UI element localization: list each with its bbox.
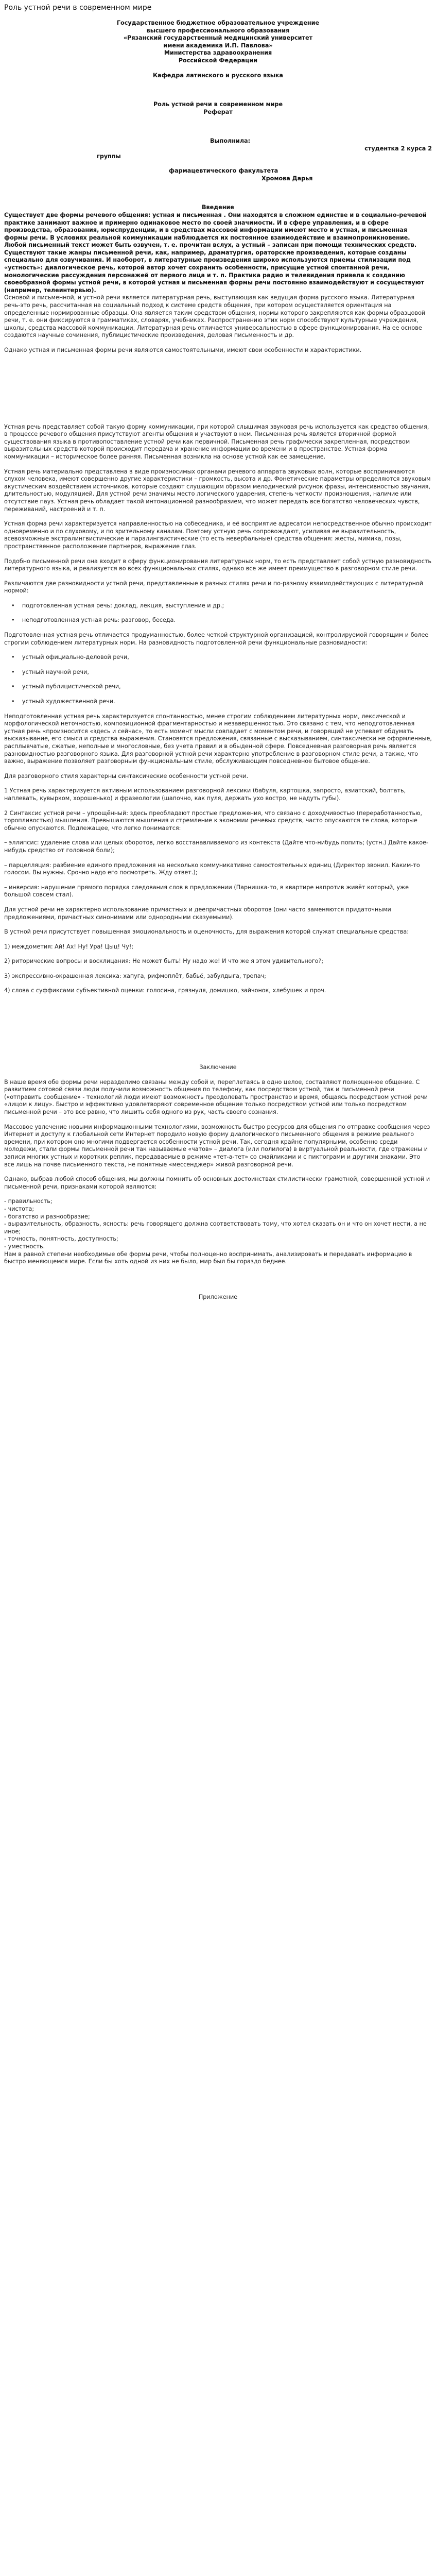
paragraph: Подобно письменной речи она входит в сферу функционирования литературных норм, то есть представляет собой устную разновидность литературного языка, и реализуется во всех функциональных стилях, однако все же имеет преимущество в разговорном стиле речи. bbox=[4, 557, 432, 572]
list-item: • неподготовленная устная речь: разговор, беседа. bbox=[11, 617, 176, 624]
paragraph: Устная речь материально представлена в виде произносимых органами речевого аппарата звуковых волн, которые воспринимаются слухом человека, имеют совершенно другие характеристики – громкость, высота и др. Фонетические параметры определяются звуковым акустическим воздействием источников, которые создают слушающим образом мелодический рисунок фразы, интенсивностью звучания, длительностью, модуляцией. Для устной речи значимы место логического ударения, степень четкости произношения, наличие или отсутствие пауз. Устная речь обладает такой интонационной разнообразием, что может передать все богатство человеческих чувств, переживаний, настроений и т. п. bbox=[4, 468, 431, 513]
performed-label: Выполнила: bbox=[210, 138, 251, 145]
paragraph: Подготовленная устная речь отличается продуманностью, более четкой структурной организацией, контролируемой говорящим и более строгим соблюдением литературных норм. На разновидность подготовленной речи функциональные разновидности: bbox=[4, 632, 429, 646]
org-block bbox=[4, 20, 432, 116]
list-item: - точность, понятность, доступность; bbox=[4, 1235, 118, 1243]
paragraph: 1 Устная речь характеризуется активным использованием разговорной лексики (бабуля, картошка, запросто, азиатский, болтать, наплевать, кувырком, хорошенько) и фразеологии (шапочно, как пуля, держать ухо востро, не надуть губы). bbox=[4, 787, 406, 802]
faculty: фармацевтического факультета bbox=[169, 167, 278, 175]
paragraph: 2 Синтаксис устной речи – упрощённый: здесь преобладают простые предложения, что связано с доходчивостью (переработанностью, торопливостью) мышления. Превышаются мышления и стремление к экономии речевых средств, часто опускаются те слова, которые обычно опускаются. Подлежащее, что легко понимается: bbox=[4, 809, 423, 832]
org-line: Государственное бюджетное образовательное учреждение bbox=[116, 20, 320, 26]
intro-heading: Введение bbox=[202, 204, 234, 211]
paragraph: Массовое увлечение новыми информационными технологиями, возможность быстро ресурсов для общения по отправке сообщения через Интернет и доступу к глобальной сети Интернет породило новую форму диалогического письменного общения в режиме реального времени, при котором оно многими подвергается особенности устной речи. Так, сегодня крайне популярными, особенно среди молодежи, стали формы письменной речи так называемые «чатов» – диалога (или полилога) в виртуальной реальности, где отражены и записи многих устных и коротких реплик, передаваемые в режиме «тет-а-тет» со смайликами и с пиктограмм и другими знаками. Это все лишь на почве письменного текста, не понятные «мессенджер» живой разговорной речи. bbox=[4, 1123, 430, 1168]
paragraph: Нам в равной степени необходимые обе формы речи, чтобы полноценно воспринимать, анализировать и передавать информацию в быстро меняющемся мире. Если бы хоть одной из них не было, мир был бы гораздо беднее. bbox=[4, 1250, 412, 1265]
paragraph: 4) слова с суффиксами субъективной оценки: голосина, грязнуля, домишко, зайчонок, хлебушек и проч. bbox=[4, 987, 326, 994]
list-item: - правильность; bbox=[4, 1198, 53, 1205]
list-item: • устный публицистической речи, bbox=[11, 683, 121, 690]
paragraph: В устной речи присутствует повышенная эмоциональность и оценочность, для выражения которой служат специальные средства: bbox=[4, 928, 409, 936]
group-label: группы bbox=[97, 152, 121, 160]
paragraph: Для разговорного стиля характерны синтаксические особенности устной речи. bbox=[4, 772, 249, 779]
page-title: Роль устной речи в современном мире bbox=[4, 4, 152, 12]
list-item: • подготовленная устная речь: доклад, лекция, выступление и др.; bbox=[11, 602, 224, 609]
paragraph: 2) риторические вопросы и восклицания: Не может быть! Ну надо же! И что же я этом удивительного?; bbox=[4, 958, 324, 965]
paragraph: Неподготовленная устная речь характеризуется спонтанностью, менее строгим соблюдением литературных норм, лексической и морфологической неточностью, композиционной фрагментарностью и незавершенностью. Это связано с тем, что неподготовленная устная речь «произносится «здесь и сейчас», то есть момент мысли совпадает с моментом речи, и говорящий не успевает обдумать высказывание, его смысл и средства выражения. Становятся предложения, связанные с высказыванием, синтаксически не оформленные, расплывчатые, сжатые, неполные и многословные, без учета правил и в обыденной сфере. Повседневная разговорная речь является разновидностью разговорного языка. Для разговорной устной речи характерно употребление в разговорном стиле речи, а также, что важно, выражение позволяет разговорным функциональным стиле, обслуживающим повседневное бытовое общение. bbox=[4, 713, 432, 765]
list-item: - чистота; bbox=[4, 1205, 34, 1212]
paragraph: Различаются две разновидности устной речи, представленные в разных стилях речи и по-разному взаимодействующих с литературной нормой: bbox=[4, 580, 424, 595]
org-line: Российской Федерации bbox=[178, 57, 258, 64]
conclusion-heading: Заключение bbox=[199, 1064, 237, 1071]
paragraph: В наше время обе формы речи неразделимо связаны между собой и, переплетаясь в одно целое, составляют полноценное общение. С развитием сотовой связи люди получили возможность общения по телефону, как посредством устной, так и письменной речи («отправить сообщение» - технологий люди имеют возможность преодолевать пространство и время, общаясь посредством устной речи «лицом к лицу». Быстро и эффективно удовлетворяют современное общение только посредством устной или только посредством письменной речи – это все равно, что лишить себя одного из рук, часть своего сознания. bbox=[4, 1078, 428, 1116]
list-item: - выразительность, образность, ясность: речь говорящего должна соответствовать тому, что хотел сказать он и что он хочет нести, а не иное; bbox=[4, 1221, 427, 1235]
intro-bold-paragraph: Существует две формы речевого общения: устная и письменная . Они находятся в сложном единстве и в социально-речевой практике занимают важное и примерно одинаковое место по своей значимости. И в сфере управления, и в сфере производства, образования, юриспруденции, и в средствах массовой информации имеют место и устная, и письменная формы речи. В условиях реальной коммуникации наблюдается их постоянное взаимодействие и взаимопроникновение. Любой письменный текст может быть озвучен, т. е. прочитан вслух, а устный – записан при помощи технических средств. Существуют такие жанры письменной речи, как, например, драматургия, ораторские произведения, которые созданы специально для озвучивания. И наоборот, в литературные произведения широко используются приемы стилизации под «устность»: диалогическое речь, которой автор хочет сохранить особенности, присущие устной спонтанной речи, монологические рассуждения персонажей от первого лица и т. п. Практика радио и телевидения привела к созданию своеобразной формы устной речи, в которой устная и письменная формы речи постоянно взаимодействуют и сосуществуют (например, телеинтервью). bbox=[4, 211, 427, 294]
org-line: имени академика И.П. Павлова» bbox=[163, 42, 273, 49]
paragraph: – парцелляция: разбиение единого предложения на несколько коммуникативно самостоятельных единиц (Директор звонил. Каким-то голосом. Вы нужны. Срочно надо его посмотреть. Жду ответ.); bbox=[4, 861, 420, 876]
department: Кафедра латинского и русского языка bbox=[153, 72, 283, 79]
student-line: студентка 2 курса 2 bbox=[364, 145, 432, 152]
org-line: высшего профессионального образования bbox=[146, 27, 290, 34]
appendix-heading: Приложение bbox=[198, 1293, 238, 1300]
list-item: • устный официально-деловой речи, bbox=[11, 654, 129, 661]
paragraph: 1) междометия: Ай! Ах! Ну! Ура! Цыц! Чу!; bbox=[4, 943, 134, 950]
paragraph: Однако, выбрав любой способ общения, мы должны помнить об основных достоинствах стилистически грамотной, совершенной устной и письменной речи, признаками которой являются: bbox=[4, 1176, 430, 1190]
paragraph: Однако устная и письменная формы речи являются самостоятельными, имеют свои особенности и характеристики. bbox=[4, 347, 362, 353]
org-line: Министерства здравоохранения bbox=[164, 49, 272, 57]
paragraph: Устная речь представляет собой такую форму коммуникации, при которой слышимая звуковая речь используется как средство общения, в процессе речевого общения присутствуют агенты общения и участвуют в нем. Письменная речь является вторичной формой существования языка в противопоставление устной речи как первичной. Письменная речь графически закрепленная, посредством выразительных средств которой происходит передача и хранение информации во времени и в пространстве. Устная форма коммуникации – историческое более ранняя. Письменная возникла на основе устной как ее замещение. bbox=[4, 423, 429, 460]
paragraph: Основой и письменной, и устной речи является литературная речь, выступающая как ведущая форма русского языка. Литературная речь-это речь, рассчитанная на социальный подход к системе средств общения, при котором осуществляется ориентация на определенные нормированные образцы. Она является таким средством общения, нормы которого закрепляются как формы образцовой речи, т. е. они фиксируются в грамматиках, словарях, учебниках. Распространению этих норм способствуют культурные учреждения, школы, средства массовой коммуникации. Литературная речь отличается универсальностью в сфере функционирования. На ее основе создаются научные сочинения, публицистические произведения, деловая письменность и др. bbox=[4, 294, 426, 339]
paragraph: Устная форма речи характеризуется направленностью на собеседника, и её восприятие адресатом непосредственное обычно происходит одновременно и по слуховому, и по зрительному каналам. Поэтому устную речь сопровождают, усиливая ее выразительность, всевозможные экстралингвистические и паралингвистические (то есть невербальные) средства общения: жесты, мимика, позы, пространственное расположение партнеров, выражение глаз. bbox=[4, 520, 432, 550]
list-item: - богатство и разнообразие; bbox=[4, 1213, 90, 1220]
author-name: Хромова Дарья bbox=[261, 175, 313, 182]
work-topic: Роль устной речи в современном мире bbox=[153, 101, 283, 108]
work-type: Реферат bbox=[203, 108, 233, 115]
list-item: • устный художественной речи. bbox=[11, 698, 115, 705]
paragraph: 3) экспрессивно-окрашенная лексика: хапуга, рифмоплёт, бабьё, забулдыга, трепач; bbox=[4, 972, 266, 979]
paragraph: Для устной речи не характерно использование причастных и деепричастных оборотов (они часто заменяются придаточными предложениями, причастных синонимами или однородными сказуемыми). bbox=[4, 906, 391, 921]
paragraph: – эллипсис: удаление слова или целых оборотов, легко восстанавливаемого из контекста (Дайте что-нибудь попить; (устн.) Дайте какое-нибудь средство от головной боли); bbox=[4, 839, 428, 854]
paragraph: – инверсия: нарушение прямого порядка следования слов в предложении (Парнишка-то, в квартире напротив живёт который, уже большой совсем стал). bbox=[4, 884, 409, 899]
list-item: - уместность. bbox=[4, 1243, 45, 1250]
org-line: «Рязанский государственный медицинский университет bbox=[123, 35, 313, 42]
list-item: • устный научной речи, bbox=[11, 668, 89, 675]
